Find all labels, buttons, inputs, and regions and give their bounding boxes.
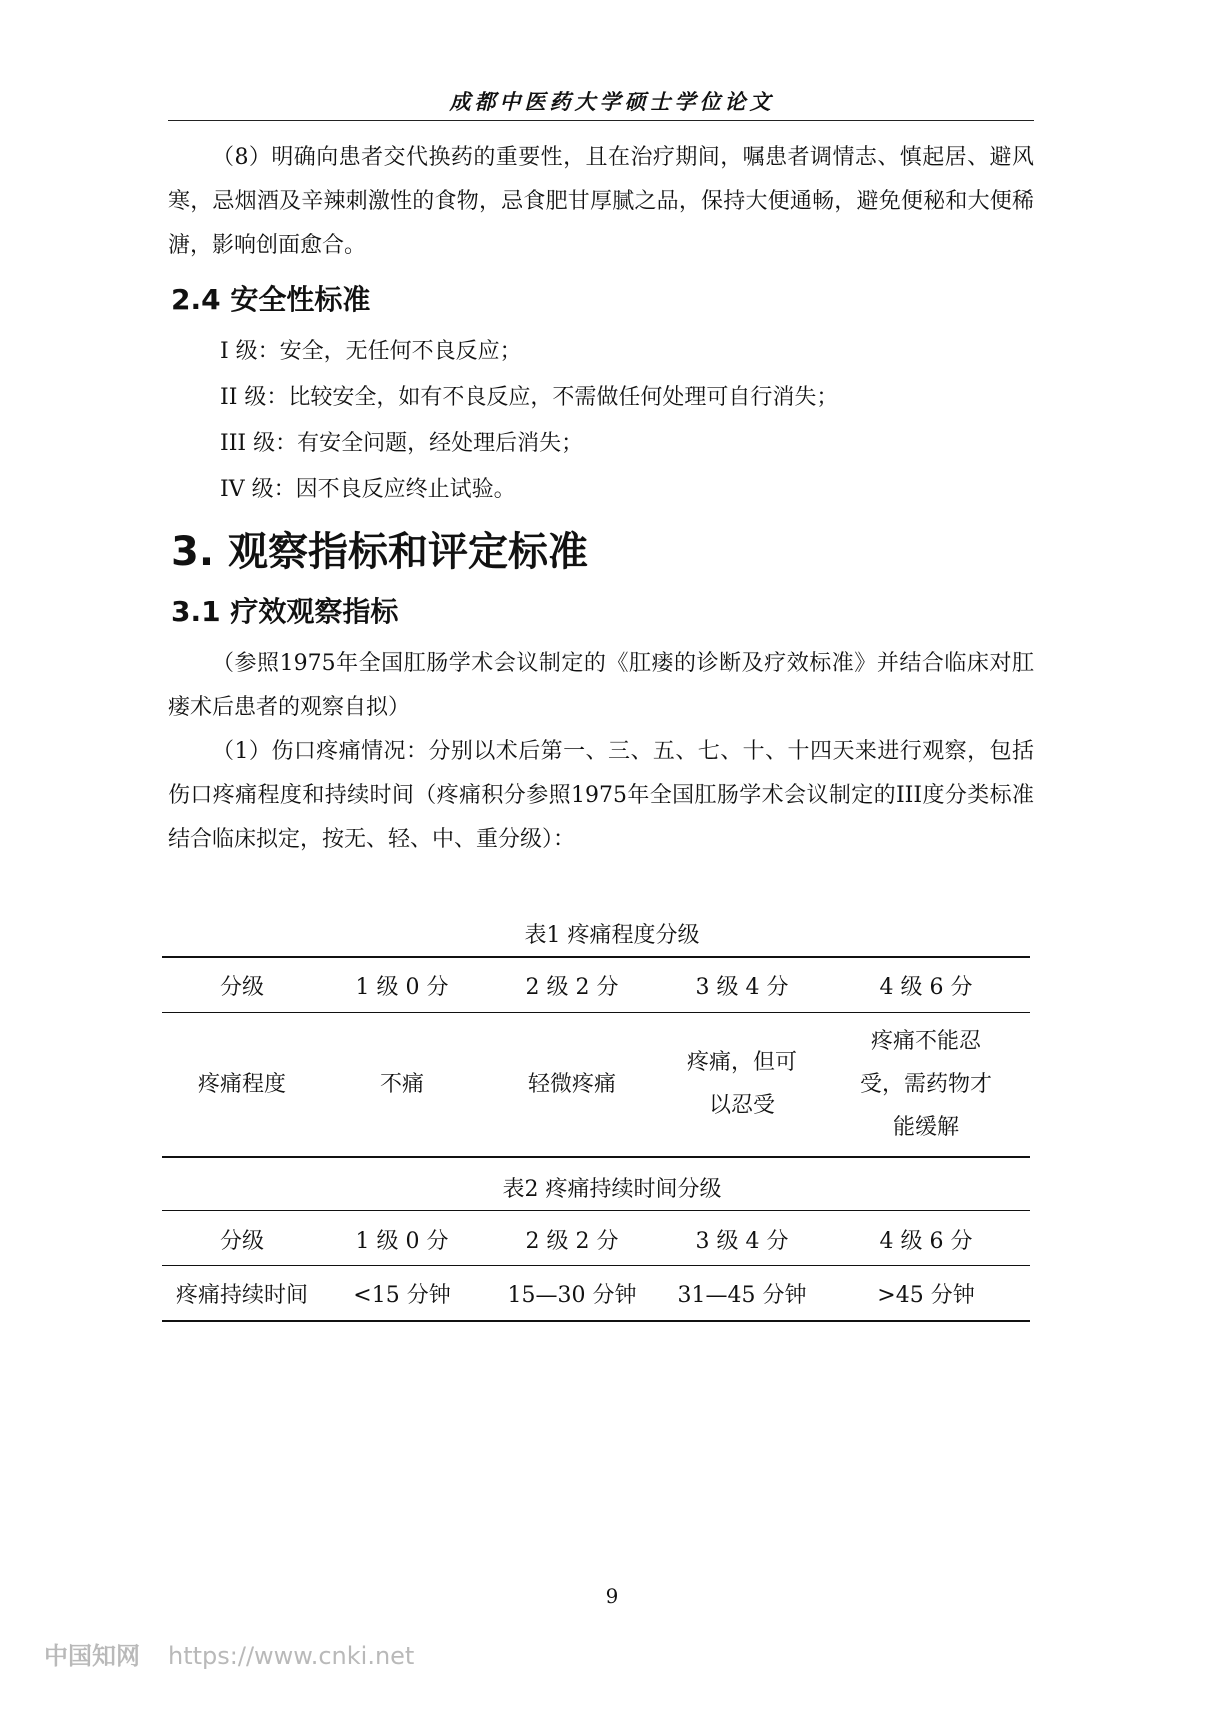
table1-header-cell: 4 级 6 分 xyxy=(879,974,973,1000)
table1-cell: 疼痛，但可以忍受 xyxy=(686,1050,797,1118)
safety-level-2: II 级：比较安全，如有不良反应，不需做任何处理可自行消失； xyxy=(220,385,839,410)
table2-cell: 疼痛持续时间 xyxy=(175,1282,308,1308)
watermark-url: https://www.cnki.net xyxy=(168,1642,415,1670)
table1-cell: 轻微疼痛 xyxy=(527,1071,616,1097)
section-3-1-intro: （参照1975年全国肛肠学术会议制定的《肛瘘的诊断及疗效标准》并结合临床对肛瘘术后患者的观察自拟） xyxy=(168,651,1034,720)
table1-cell: 不痛 xyxy=(379,1071,424,1097)
pain-duration-table xyxy=(162,1212,1030,1320)
table2-bottom-rule xyxy=(162,1320,1030,1322)
table2-cell: 31—45 分钟 xyxy=(677,1282,807,1308)
table1-header-rule xyxy=(162,1012,1030,1013)
section-3-1-heading: 3.1 疗效观察指标 xyxy=(171,595,399,628)
pain-degree-table xyxy=(162,958,1030,1156)
safety-level-1: I 级：安全，无任何不良反应； xyxy=(220,339,522,364)
table2-header-cell: 4 级 6 分 xyxy=(879,1228,973,1254)
table1-header-cell: 3 级 4 分 xyxy=(695,974,789,1000)
table1-header-row xyxy=(162,958,1030,1012)
section-2-4-heading: 2.4 安全性标准 xyxy=(171,283,371,316)
table1-header-cell: 1 级 0 分 xyxy=(355,974,449,1000)
watermark-brand: 中国知网 xyxy=(44,1642,140,1670)
table2-header-cell: 3 级 4 分 xyxy=(695,1228,789,1254)
header-rule xyxy=(168,120,1034,121)
table2-header-cell: 2 级 2 分 xyxy=(525,1228,619,1254)
table2-header-row xyxy=(162,1212,1030,1266)
table2-header-cell: 1 级 0 分 xyxy=(355,1228,449,1254)
table2-data-row xyxy=(162,1266,1030,1320)
table1-caption: 表1 疼痛程度分级 xyxy=(524,923,700,948)
table2-cell: >45 分钟 xyxy=(877,1282,975,1308)
table2-top-rule xyxy=(162,1210,1030,1211)
table1-cell: 疼痛程度 xyxy=(197,1071,286,1097)
table2-cell: <15 分钟 xyxy=(353,1282,451,1308)
safety-level-3: III 级：有安全问题，经处理后消失； xyxy=(220,431,584,456)
table2-cell: 15—30 分钟 xyxy=(507,1282,637,1308)
table1-data-row xyxy=(162,1012,1030,1156)
page-number: 9 xyxy=(605,1584,619,1608)
section-3-heading: 3. 观察指标和评定标准 xyxy=(171,529,588,575)
cnki-watermark xyxy=(44,1636,414,1671)
table1-bottom-rule xyxy=(162,1156,1030,1158)
table1-header-cell: 2 级 2 分 xyxy=(525,974,619,1000)
paragraph-8: （8）明确向患者交代换药的重要性，且在治疗期间，嘱患者调情志、慎起居、避风寒，忌烟酒及辛辣刺激性的食物，忌食肥甘厚腻之品，保持大便通畅，避免便秘和大便稀溏，影响创面愈合。 xyxy=(168,145,1034,258)
table2-header-rule xyxy=(162,1265,1030,1266)
running-header: 成都中医药大学硕士学位论文 xyxy=(449,89,775,114)
table2-caption: 表2 疼痛持续时间分级 xyxy=(502,1177,722,1202)
safety-level-4: IV 级：因不良反应终止试验。 xyxy=(220,477,516,502)
table2-header-cell: 分级 xyxy=(219,1228,264,1254)
table1-cell: 疼痛不能忍受，需药物才能缓解 xyxy=(859,1028,992,1140)
section-3-1-item-1: （1）伤口疼痛情况：分别以术后第一、三、五、七、十、十四天来进行观察，包括伤口疼痛程度和持续时间（疼痛积分参照1975年全国肛肠学术会议制定的III度分类标准结合临床拟定，按无、轻、中、重分级）： xyxy=(168,739,1034,852)
table1-header-cell: 分级 xyxy=(219,974,264,1000)
